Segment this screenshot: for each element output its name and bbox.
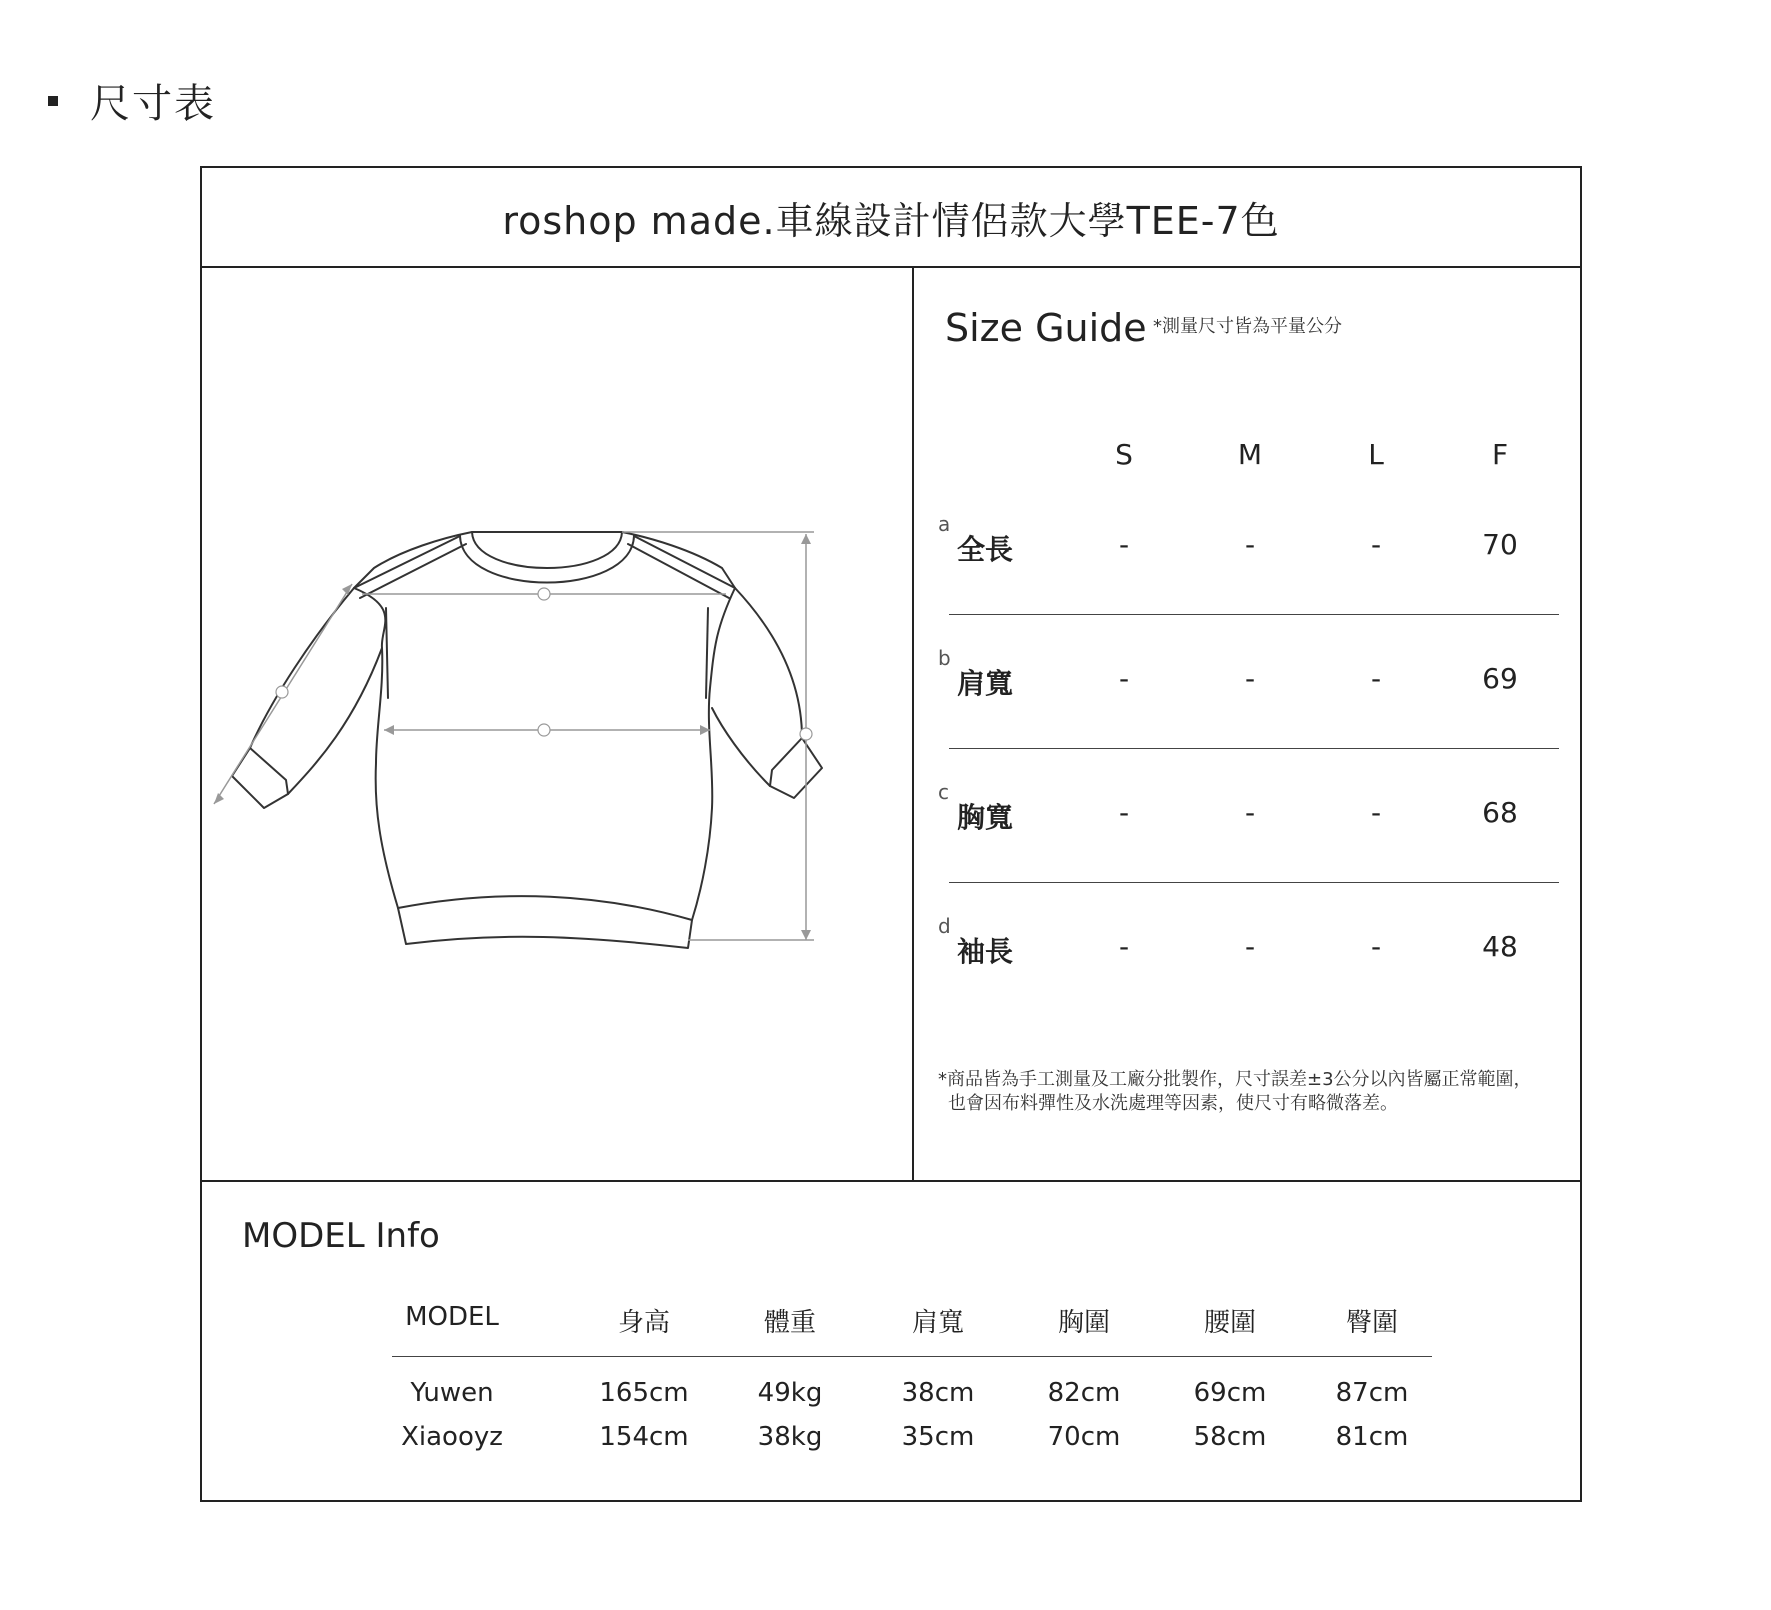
size-row-a: a 全長 - - - 70 <box>914 512 1582 648</box>
model-col-header: MODEL <box>405 1302 499 1332</box>
model-col-header: 胸圍 <box>1057 1308 1110 1338</box>
size-col-f: F <box>1491 438 1509 471</box>
model-col-header: 臀圍 <box>1345 1308 1398 1338</box>
size-row-d: d 袖長 - - - 48 <box>938 914 1518 968</box>
illustration-panel <box>202 268 914 1180</box>
model-col-header: 腰圍 <box>1203 1308 1256 1338</box>
size-col-l: L <box>1368 438 1384 471</box>
section-header <box>48 72 216 129</box>
product-title-row <box>202 168 1580 268</box>
size-guide-panel <box>914 268 1582 1180</box>
row-divider <box>949 614 1559 615</box>
model-table-divider <box>392 1356 1432 1357</box>
size-chart-card <box>200 166 1582 1502</box>
size-row-c: c 胸寬 - - - 68 <box>914 780 1582 916</box>
sweatshirt-diagram-icon <box>202 268 912 1180</box>
measurement-note: *測量尺寸皆為平量公分 <box>1153 316 1342 337</box>
size-guide-title: Size Guide <box>945 306 1147 350</box>
section-title: 尺寸表 <box>90 81 216 127</box>
model-col-header: 身高 <box>617 1308 670 1338</box>
size-col-s: S <box>1115 438 1133 471</box>
size-col-m: M <box>1237 438 1263 471</box>
model-col-header: 肩寬 <box>911 1308 964 1338</box>
row-divider <box>949 882 1559 883</box>
disclaimer: *商品皆為手工測量及工廠分批製作，尺寸誤差±3公分以內皆屬正常範圍， 也會因布料彈性及水洗處理等因素，使尺寸有略微落差。 <box>938 1069 1532 1114</box>
product-title: roshop made.車線設計情侶款大學TEE-7色 <box>502 198 1280 243</box>
model-info-section: MODEL Info MODEL 身高 體重 肩寬 胸圍 腰圍 臀圍 Yuwen 165cm 49kg 38cm 82cm 69cm 87cm Xiaooyz 154cm 38kg 35cm 70cm 58cm 81cm <box>202 1182 1580 1500</box>
bullet-icon <box>48 96 58 106</box>
model-col-header: 體重 <box>763 1308 816 1338</box>
size-row-b: b 肩寬 - - - 69 <box>914 646 1582 782</box>
row-divider <box>949 748 1559 749</box>
model-info-title: MODEL Info <box>242 1216 440 1256</box>
size-guide-section <box>202 268 1580 1182</box>
